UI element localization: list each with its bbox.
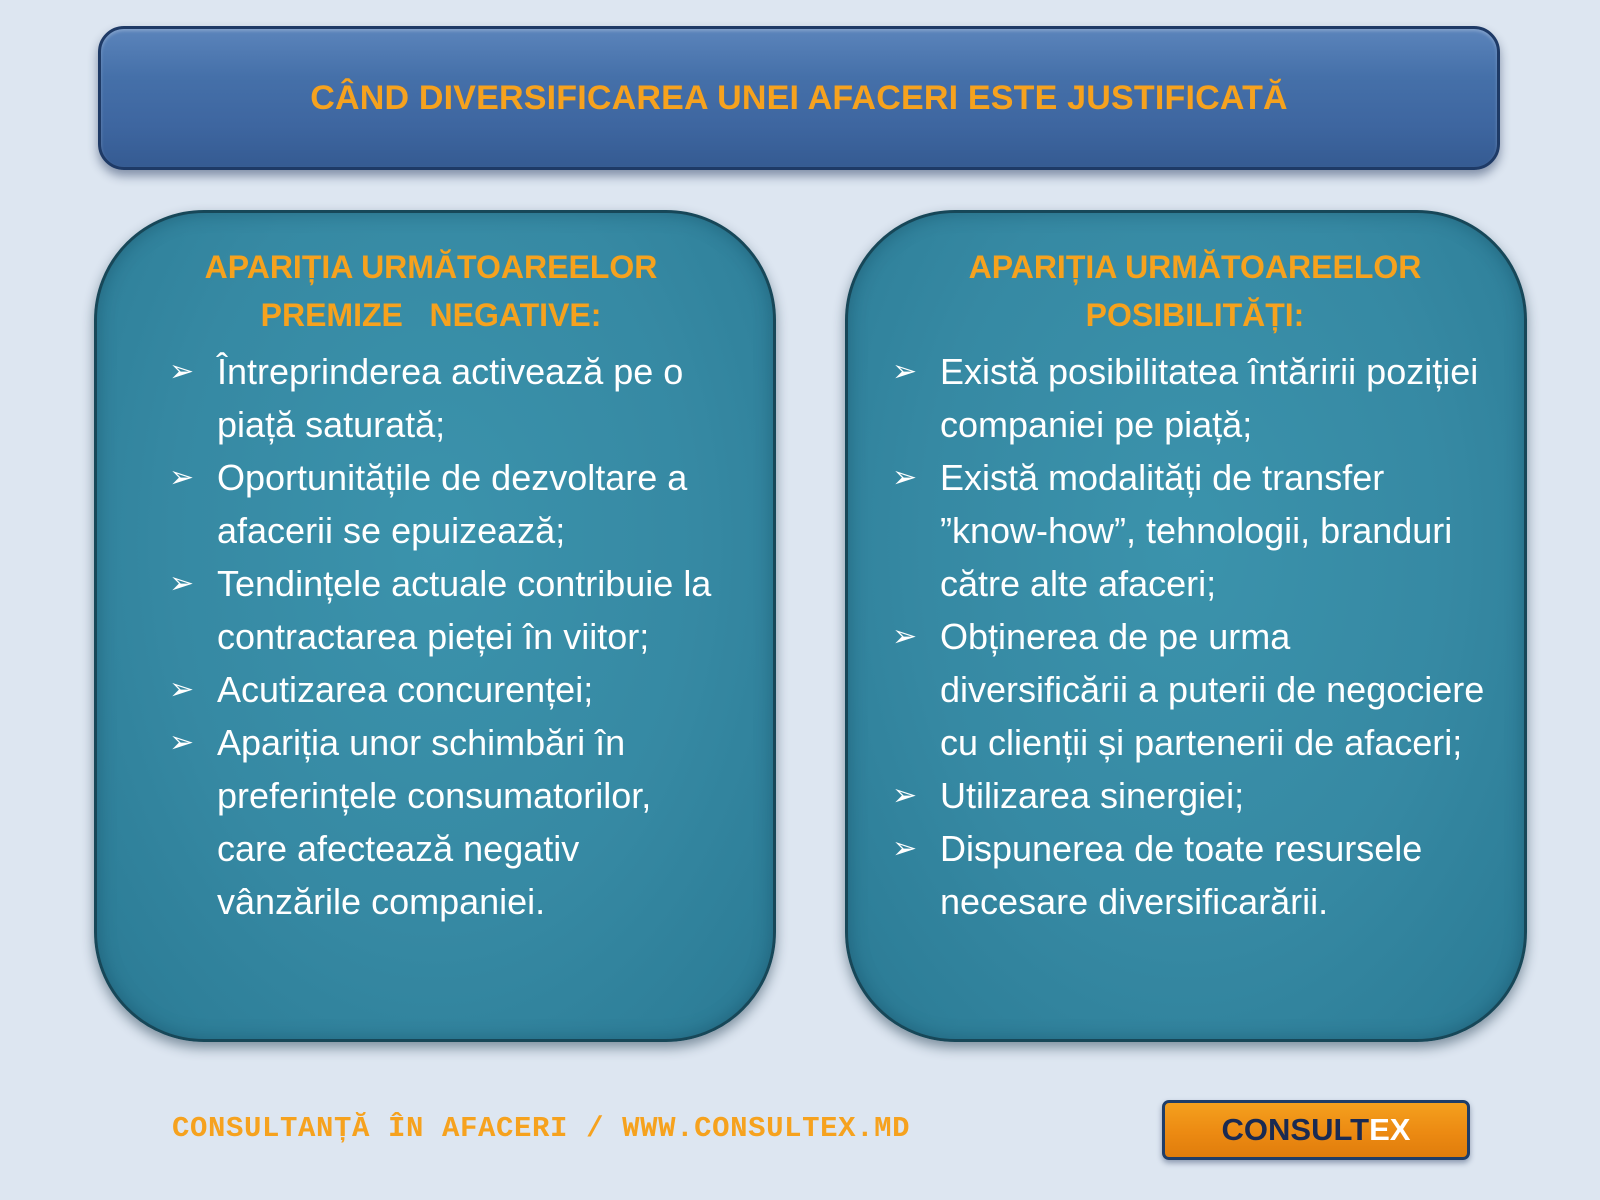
- arrow-right-icon: ➢: [892, 461, 918, 494]
- list-item-text: Există posibilitatea întăririi poziției companiei pe piață;: [940, 351, 1479, 445]
- bullet-list: [169, 345, 723, 928]
- list-item: [892, 769, 1488, 822]
- panel-heading-line1: APARIȚIA URMĂTOAREELOR: [204, 249, 658, 285]
- list-item-text: Dispunerea de toate resursele necesare diversificarării.: [940, 828, 1423, 922]
- panel-heading-line1: APARIȚIA URMĂTOAREELOR: [968, 249, 1422, 285]
- bullet-list: [892, 345, 1488, 928]
- list-item: [892, 610, 1488, 769]
- list-item-text: Există modalități de transfer ”know-how”, tehnologii, branduri către alte afaceri;: [940, 457, 1453, 604]
- arrow-right-icon: ➢: [169, 461, 195, 494]
- list-item-text: Apariția unor schimbări în preferințele consumatorilor, care afectează negativ vânzările companiei.: [217, 722, 652, 922]
- panel-heading: [169, 243, 723, 339]
- panel-heading: [892, 243, 1488, 339]
- list-item-text: Întreprinderea activează pe o piață saturată;: [217, 351, 684, 445]
- list-item: [892, 451, 1488, 610]
- footer-website-text: CONSULTANȚĂ ÎN AFACERI / WWW.CONSULTEX.MD: [172, 1112, 911, 1145]
- possibilities-panel: [845, 210, 1527, 1042]
- list-item: [169, 451, 723, 557]
- list-item: [169, 663, 723, 716]
- arrow-right-icon: ➢: [892, 832, 918, 865]
- arrow-right-icon: ➢: [169, 673, 195, 706]
- negative-premises-panel: [94, 210, 776, 1042]
- panel-heading-line2: POSIBILITĂȚI:: [1085, 297, 1305, 333]
- list-item-text: Oportunitățile de dezvoltare a afacerii se epuizează;: [217, 457, 688, 551]
- arrow-right-icon: ➢: [892, 355, 918, 388]
- panel-heading-line2: PREMIZE NEGATIVE:: [260, 297, 602, 333]
- list-item-text: Tendințele actuale contribuie la contractarea pieței în viitor;: [217, 563, 712, 657]
- list-item: [892, 345, 1488, 451]
- logo-text-consult: CONSULT: [1221, 1112, 1370, 1147]
- page-title: CÂND DIVERSIFICAREA UNEI AFACERI ESTE JUSTIFICATĂ: [310, 78, 1288, 117]
- list-item: [169, 557, 723, 663]
- arrow-right-icon: ➢: [169, 355, 195, 388]
- arrow-right-icon: ➢: [892, 620, 918, 653]
- consultex-logo: [1162, 1100, 1470, 1160]
- list-item: [892, 822, 1488, 928]
- logo-text-ex: EX: [1369, 1112, 1411, 1147]
- list-item-text: Acutizarea concurenței;: [217, 669, 594, 710]
- title-banner: [98, 26, 1500, 170]
- arrow-right-icon: ➢: [169, 567, 195, 600]
- arrow-right-icon: ➢: [169, 726, 195, 759]
- list-item: [169, 345, 723, 451]
- list-item-text: Utilizarea sinergiei;: [940, 775, 1245, 816]
- list-item: [169, 716, 723, 928]
- list-item-text: Obținerea de pe urma diversificării a puterii de negociere cu clienții și partenerii de afaceri;: [940, 616, 1485, 763]
- arrow-right-icon: ➢: [892, 779, 918, 812]
